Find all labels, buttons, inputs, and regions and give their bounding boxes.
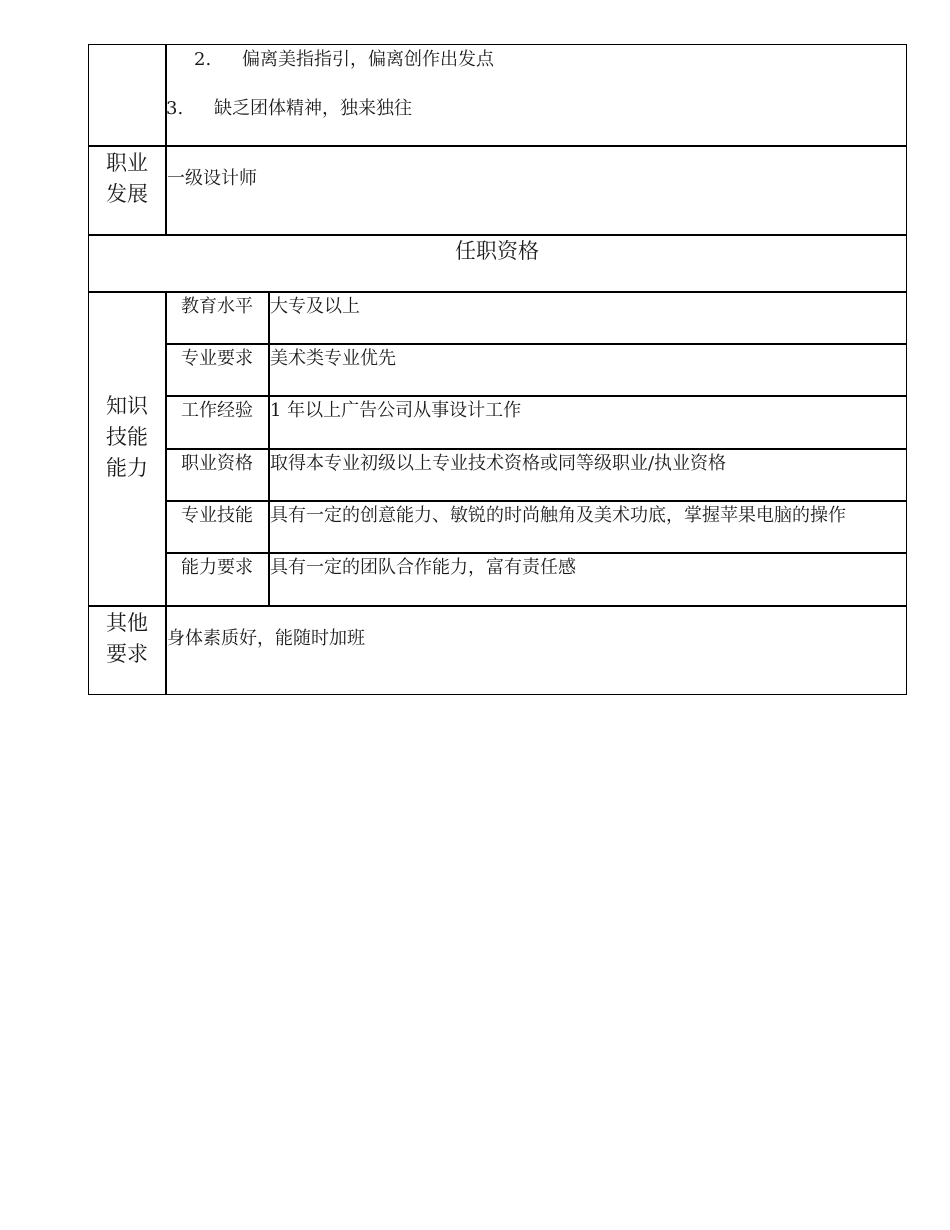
row-divider [88, 291, 907, 293]
row-divider [166, 500, 907, 502]
other-label-line: 其他 [106, 611, 148, 635]
other-value: 身体素质好，能随时加班 [167, 628, 365, 649]
career-value: 一级设计师 [167, 168, 257, 189]
skills-value: 具有一定的创意能力、敏锐的时尚触角及美术功底，掌握苹果电脑的操作 [270, 505, 846, 526]
ability-value: 具有一定的团队合作能力，富有责任感 [270, 557, 576, 578]
knowledge-label-line: 能力 [106, 456, 148, 480]
other-label-line: 要求 [106, 642, 148, 666]
list-item-number: 2. [194, 49, 212, 70]
career-label-line: 职业 [106, 151, 148, 175]
knowledge-label [88, 391, 166, 484]
career-label [88, 148, 166, 210]
skills-label: 专业技能 [181, 505, 253, 526]
ability-label: 能力要求 [181, 557, 253, 578]
row-divider [166, 395, 907, 397]
knowledge-label-line: 知识 [106, 394, 148, 418]
list-item-text: 缺乏团体精神，独来独往 [214, 98, 412, 119]
row-divider [166, 552, 907, 554]
other-label [88, 608, 166, 670]
row-divider [88, 234, 907, 236]
row-divider [166, 448, 907, 450]
certification-value: 取得本专业初级以上专业技术资格或同等级职业/执业资格 [270, 453, 727, 474]
table-frame [88, 44, 907, 695]
major-value: 美术类专业优先 [270, 348, 396, 369]
knowledge-label-line: 技能 [106, 425, 148, 449]
row-divider [88, 605, 907, 607]
certification-label: 职业资格 [181, 453, 253, 474]
major-label: 专业要求 [181, 348, 253, 369]
career-label-line: 发展 [106, 182, 148, 206]
qualification-header: 任职资格 [455, 239, 539, 263]
education-label: 教育水平 [181, 296, 253, 317]
row-divider [88, 145, 907, 147]
list-item-text: 偏离美指指引，偏离创作出发点 [242, 49, 494, 70]
row-divider [166, 343, 907, 345]
experience-value: 1 年以上广告公司从事设计工作 [270, 400, 522, 421]
list-item-number: 3. [166, 98, 184, 119]
experience-label: 工作经验 [181, 400, 253, 421]
education-value: 大专及以上 [270, 296, 360, 317]
